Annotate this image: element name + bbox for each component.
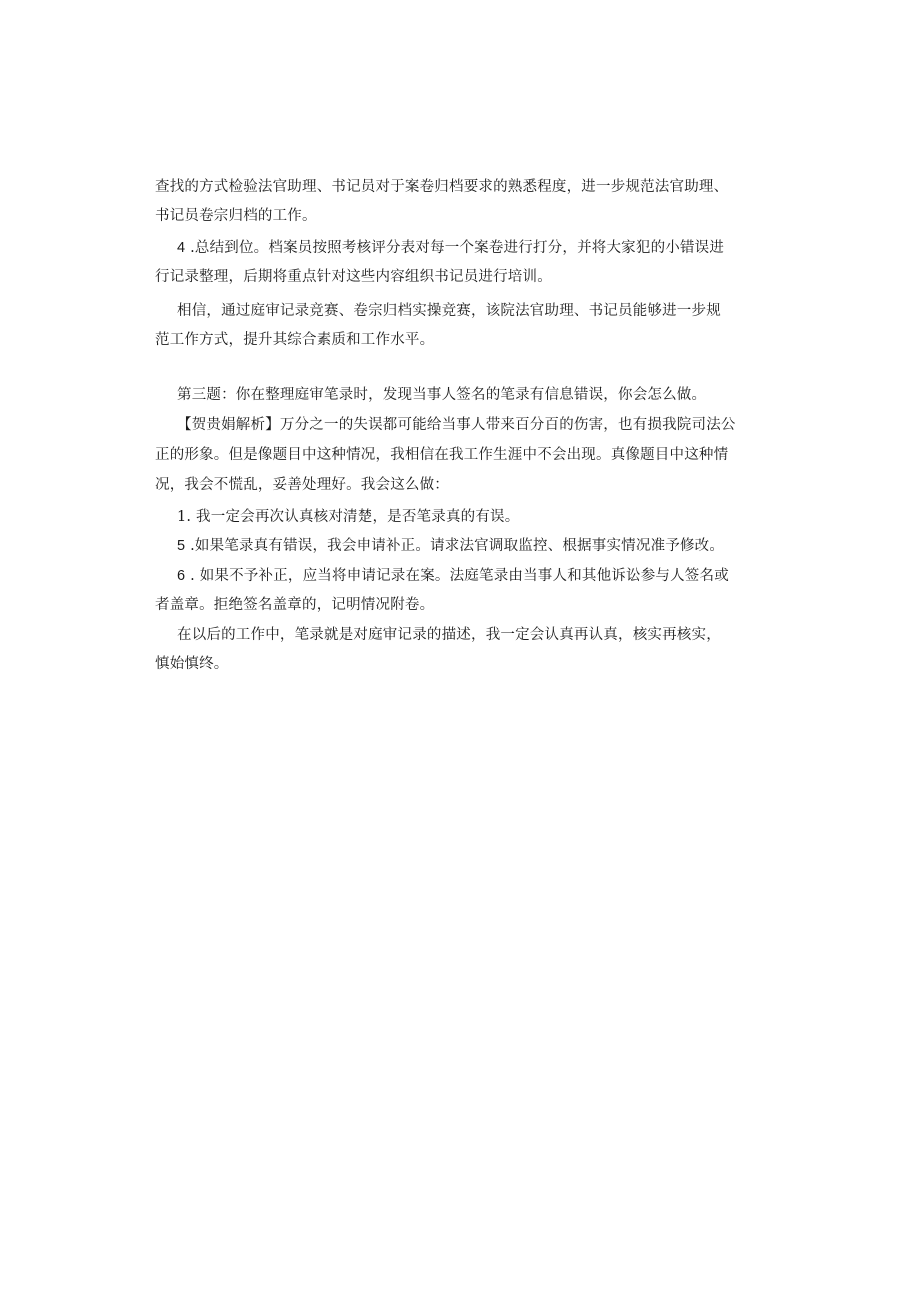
question-3: 第三题：你在整理庭审笔录时，发现当事人签名的笔录有信息错误，你会怎么做。: [177, 387, 707, 403]
analysis-line-1: 【贺贵娟解析】万分之一的失误都可能给当事人带来百分百的伤害，也有损我院司法公: [177, 417, 736, 433]
item-5-text: .如果笔录真有错误，我会申请补正。请求法官调取监控、根据事实情况准予修改。: [185, 538, 725, 554]
analysis-line-3: 况，我会不慌乱，妥善处理好。我会这么做：: [155, 477, 449, 493]
answer-item-5: [177, 536, 724, 556]
answer-item-6-line-1: [177, 566, 729, 586]
conclusion-line-1: 相信，通过庭审记录竞赛、卷宗归档实操竞赛，该院法官助理、书记员能够进一步规: [177, 303, 721, 319]
closing-line-2: 慎始慎终。: [155, 656, 229, 672]
item-4-number: 4: [177, 240, 186, 256]
archive-check-line-1: 查找的方式检验法官助理、书记员对于案卷归档要求的熟悉程度，进一步规范法官助理、: [155, 179, 729, 195]
conclusion-line-2: 范工作方式，提升其综合素质和工作水平。: [155, 332, 435, 348]
item-6-text: . 如果不予补正，应当将申请记录在案。法庭笔录由当事人和其他诉讼参与人签名或: [185, 568, 729, 584]
answer-item-6-line-2: 者盖章。拒绝签名盖章的，记明情况附卷。: [155, 597, 435, 613]
item-5-number: 5: [177, 538, 186, 554]
closing-line-1: 在以后的工作中，笔录就是对庭审记录的描述，我一定会认真再认真，核实再核实，: [177, 627, 721, 643]
analysis-line-2: 正的形象。但是像题目中这种情况，我相信在我工作生涯中不会出现。真像题目中这种情: [155, 447, 729, 463]
item-4-text: .总结到位。档案员按照考核评分表对每一个案卷进行打分，并将大家犯的小错误进: [185, 240, 725, 256]
archive-check-line-2: 书记员卷宗归档的工作。: [155, 208, 317, 224]
item-4-line-1: [177, 238, 724, 258]
answer-item-1: 1. 我一定会再次认真核对清楚，是否笔录真的有误。: [177, 509, 520, 525]
item-6-number: 6: [177, 568, 186, 584]
item-4-line-2: 行记录整理，后期将重点针对这些内容组织书记员进行培训。: [155, 269, 552, 285]
